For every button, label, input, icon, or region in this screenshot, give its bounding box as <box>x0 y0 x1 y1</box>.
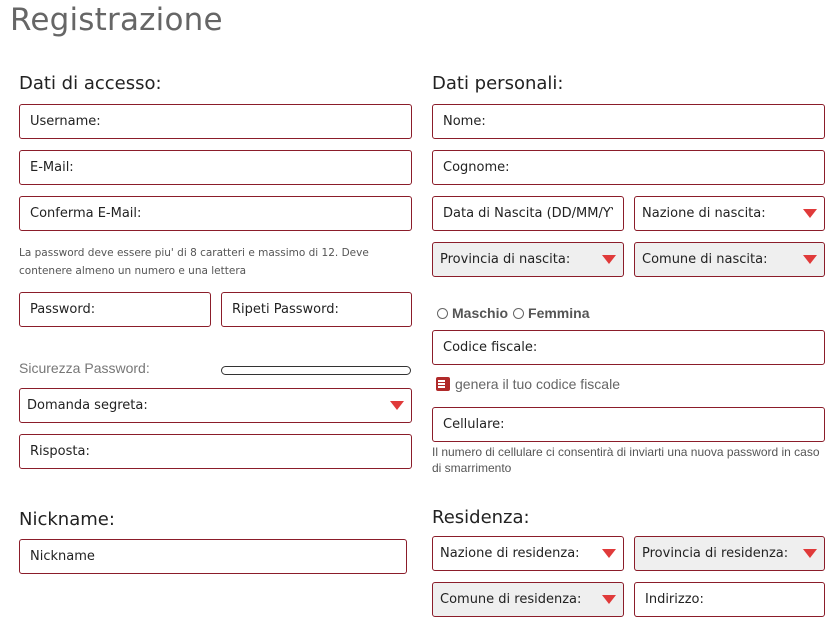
caret-down-icon <box>602 255 616 264</box>
mobile-hint: Il numero di cellulare ci consentirà di inviarti una nuova password in caso di smarrimento <box>432 445 820 475</box>
birth-city-select[interactable] <box>634 242 825 277</box>
password-input[interactable] <box>19 292 211 327</box>
password-strength-bar <box>221 366 411 375</box>
tax-code-icon <box>436 377 450 391</box>
male-label: Maschio <box>452 305 509 321</box>
generate-tax-code-label: genera il tuo codice fiscale <box>455 376 620 392</box>
tax-code-input[interactable] <box>432 330 825 365</box>
mobile-input[interactable] <box>432 407 825 442</box>
nickname-heading: Nickname: <box>19 509 115 530</box>
residence-city-select[interactable] <box>432 582 624 617</box>
female-radio[interactable] <box>513 308 524 319</box>
name-input[interactable] <box>432 104 825 139</box>
residence-country-select[interactable] <box>432 536 624 571</box>
confirm-email-input[interactable] <box>19 196 412 231</box>
caret-down-icon <box>803 209 817 218</box>
email-input[interactable] <box>19 150 412 185</box>
caret-down-icon <box>803 255 817 264</box>
residence-country-label: Nazione di residenza: <box>440 546 580 561</box>
birth-city-label: Comune di nascita: <box>642 252 768 267</box>
birth-country-select[interactable] <box>634 196 825 231</box>
caret-down-icon <box>803 549 817 558</box>
caret-down-icon <box>602 549 616 558</box>
residence-city-label: Comune di residenza: <box>440 592 582 607</box>
secret-question-label: Domanda segreta: <box>27 398 148 413</box>
generate-tax-code-link[interactable] <box>436 376 620 392</box>
secret-question-select[interactable] <box>19 388 412 423</box>
username-input[interactable] <box>19 104 412 139</box>
personal-heading: Dati personali: <box>432 73 564 94</box>
password-strength-label: Sicurezza Password: <box>19 360 150 376</box>
residence-province-select[interactable] <box>634 536 825 571</box>
birth-province-label: Provincia di nascita: <box>440 252 571 267</box>
birth-country-label: Nazione di nascita: <box>642 206 766 221</box>
page-title: Registrazione <box>10 2 223 38</box>
surname-input[interactable] <box>432 150 825 185</box>
answer-input[interactable] <box>19 434 412 469</box>
access-heading: Dati di accesso: <box>19 73 162 94</box>
nickname-input[interactable] <box>19 539 407 574</box>
caret-down-icon <box>602 595 616 604</box>
gender-radio-group <box>437 305 589 321</box>
female-label: Femmina <box>528 305 590 321</box>
caret-down-icon <box>390 401 404 410</box>
password-hint: La password deve essere piu' di 8 caratteri e massimo di 12. Deve contenere almeno un numero e una lettera <box>19 247 369 277</box>
residence-province-label: Provincia di residenza: <box>642 546 789 561</box>
residence-heading: Residenza: <box>432 507 530 528</box>
repeat-password-input[interactable] <box>221 292 412 327</box>
birthdate-input[interactable] <box>432 196 624 231</box>
address-input[interactable] <box>634 582 825 617</box>
birth-province-select[interactable] <box>432 242 624 277</box>
male-radio[interactable] <box>437 308 448 319</box>
